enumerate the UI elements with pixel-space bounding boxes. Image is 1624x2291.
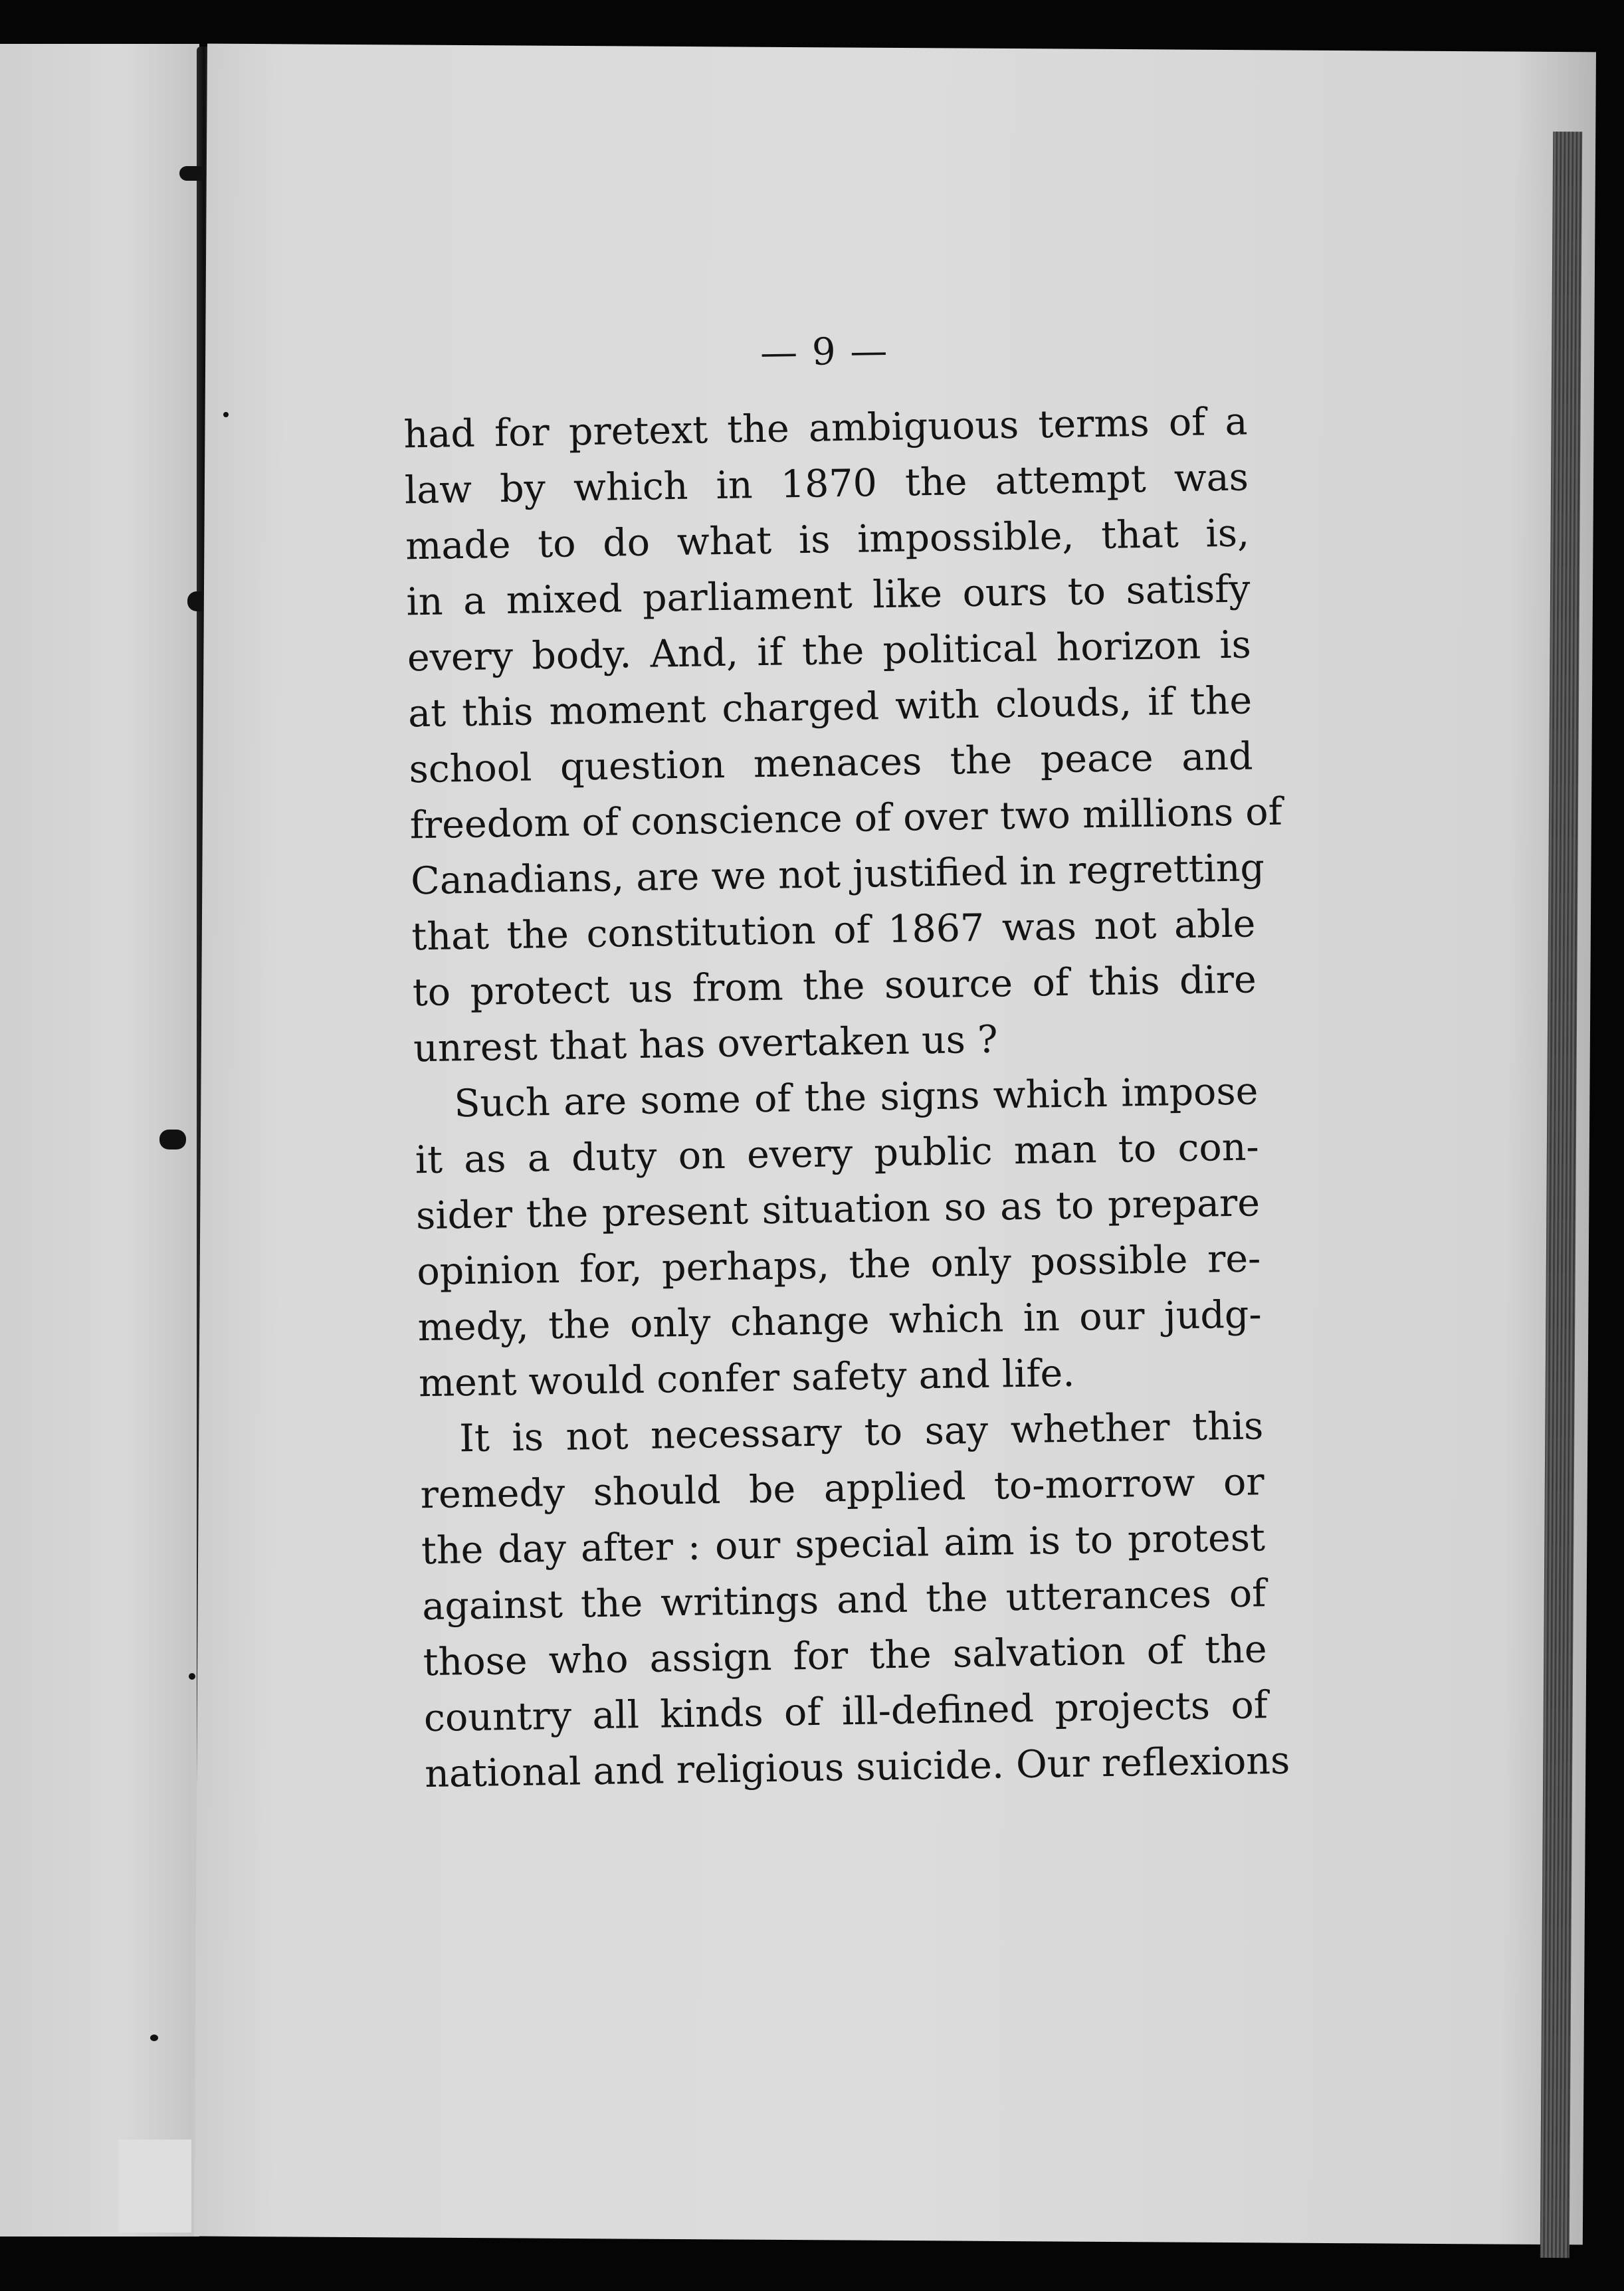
thread-knot: [159, 1130, 186, 1149]
text-line: school question menaces the peace and: [409, 734, 1253, 792]
text-line: opinion for, perhaps, the only possible re-: [416, 1237, 1261, 1294]
text-line: remedy should be applied to-morrow or: [420, 1460, 1265, 1518]
text-line: against the writings and the utterances of: [421, 1571, 1267, 1629]
paragraph-1: [403, 393, 1283, 1076]
text-line: Canadians, are we not justified in regretting: [410, 846, 1265, 904]
text-line: in a mixed parliament like ours to satisfy: [406, 567, 1251, 625]
text-line: sider the present situation so as to prepare: [415, 1181, 1261, 1239]
text-line: ment would confer safety and life.: [418, 1351, 1075, 1406]
text-line: medy, the only change which in our judg-: [417, 1292, 1263, 1350]
ink-speck: [189, 1673, 195, 1680]
page-number: — 9 —: [760, 329, 889, 375]
right-page: [194, 44, 1596, 2245]
text-line: the day after : our special aim is to protest: [421, 1516, 1266, 1573]
ink-speck: [150, 2035, 158, 2041]
text-line: that the constitution of 1867 was not able: [411, 902, 1256, 959]
paragraph-2: [414, 1063, 1263, 1411]
text-line: It is not necessary to say whether this: [458, 1404, 1264, 1461]
text-line: law by which in 1870 the attempt was: [404, 455, 1249, 513]
thread-knot: [179, 166, 206, 181]
text-line: every body. And, if the political horizon is: [407, 623, 1252, 680]
text-line: made to do what is impossible, that is,: [405, 511, 1250, 569]
text-line: national and religious suicide. Our reflexions: [424, 1738, 1290, 1797]
text-line: Such are some of the signs which impose: [453, 1069, 1259, 1126]
left-page-torn-corner: [118, 2140, 191, 2233]
text-line: unrest that has overtaken us ?: [413, 1017, 999, 1071]
ink-speck: [223, 412, 229, 417]
text-line: freedom of conscience of over two millions of: [409, 789, 1283, 848]
text-line: had for pretext the ambiguous terms of a: [403, 399, 1248, 457]
text-line: to protect us from the source of this dire: [412, 957, 1257, 1015]
paragraph-3: [419, 1398, 1290, 1802]
text-line: country all kinds of ill-defined projects of: [423, 1683, 1269, 1741]
text-line: at this moment charged with clouds, if the: [407, 678, 1253, 736]
page-text-block: [402, 324, 1290, 1802]
text-line: those who assign for the salvation of the: [423, 1627, 1268, 1685]
text-line: it as a duty on every public man to con-: [415, 1125, 1260, 1183]
page-edges: [1540, 132, 1583, 2258]
